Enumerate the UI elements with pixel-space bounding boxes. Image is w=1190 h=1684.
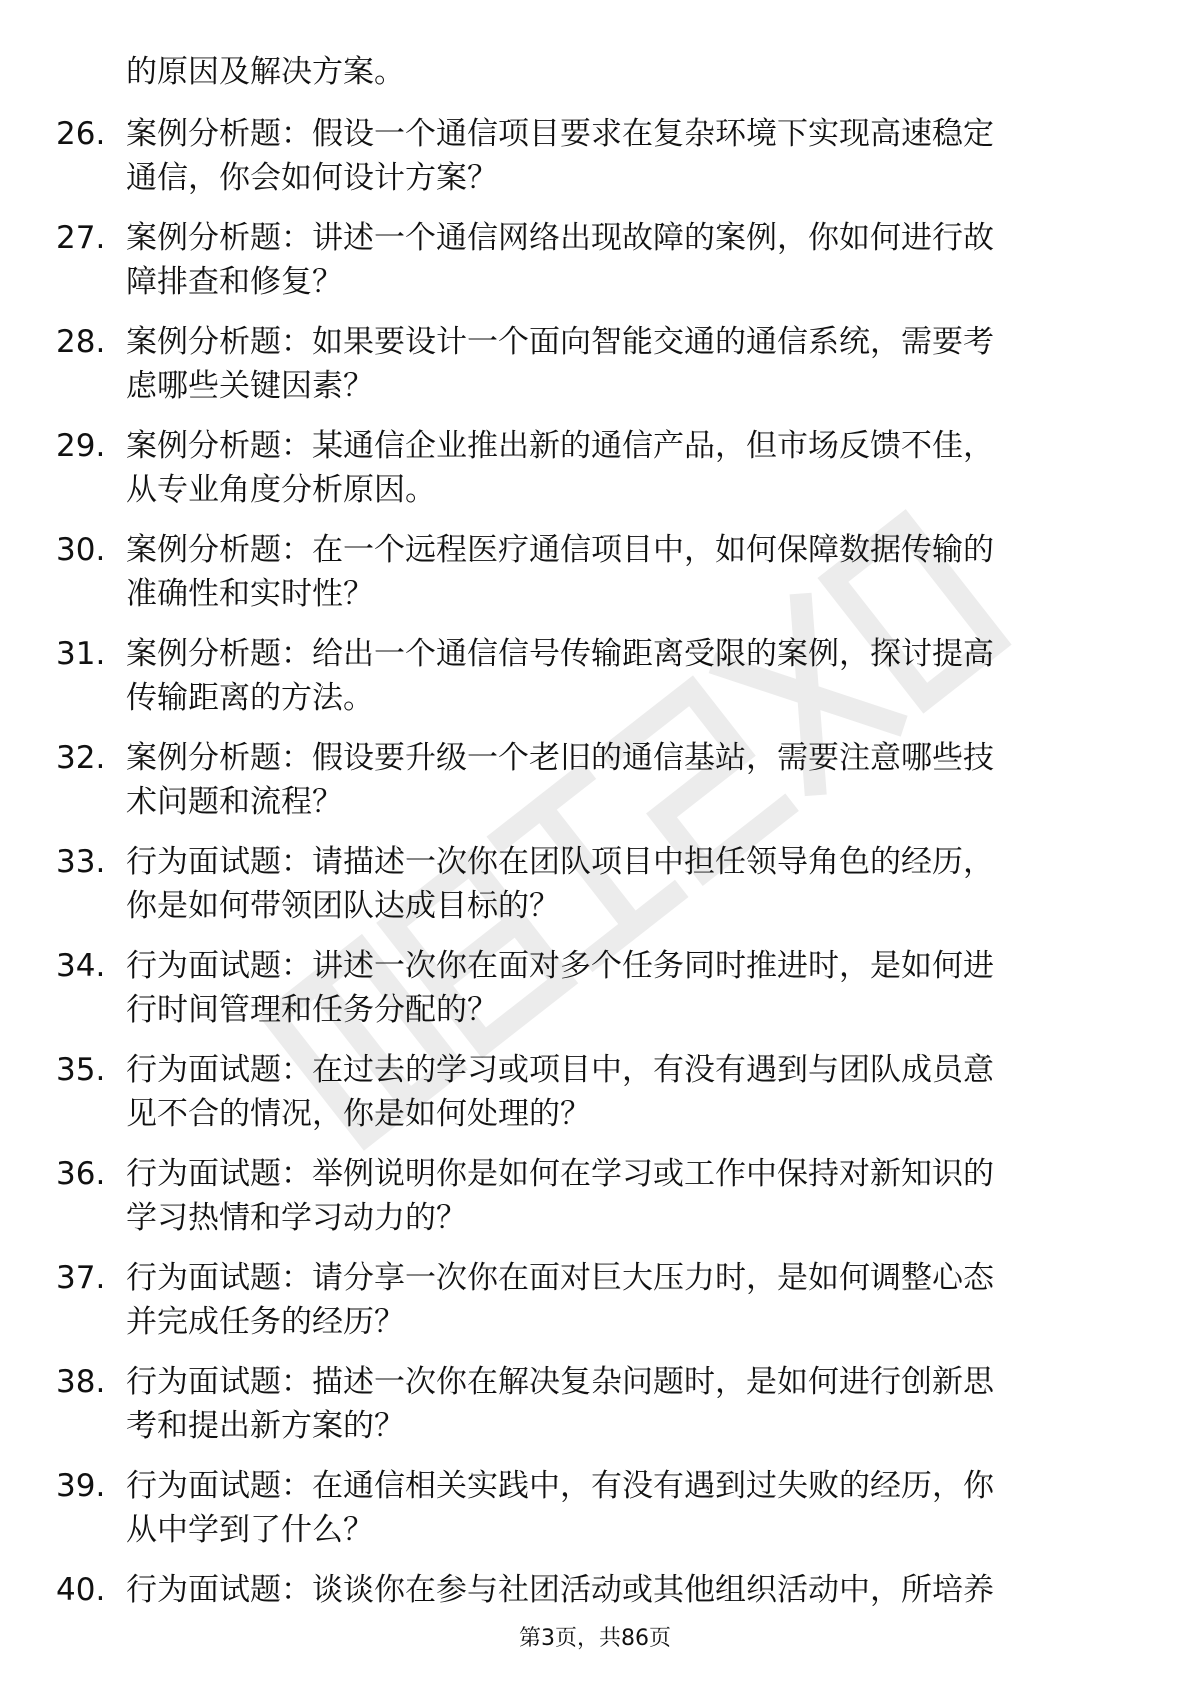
question-text-line2: 你是如何带领团队达成目标的？ xyxy=(126,888,560,924)
question-text-line2: 行时间管理和任务分配的？ xyxy=(126,992,498,1028)
question-number: 39. xyxy=(56,1468,106,1504)
question-text-line2: 考和提出新方案的？ xyxy=(126,1408,405,1444)
list-item xyxy=(56,112,1136,216)
question-text-line1: 行为面试题：举例说明你是如何在学习或工作中保持对新知识的 xyxy=(126,1156,994,1192)
list-item xyxy=(56,736,1136,840)
list-item xyxy=(56,840,1136,944)
question-number: 31. xyxy=(56,636,106,672)
question-text-line1: 案例分析题：某通信企业推出新的通信产品，但市场反馈不佳， xyxy=(126,428,994,464)
question-text-line2: 从专业角度分析原因。 xyxy=(126,472,436,508)
list-item xyxy=(56,528,1136,632)
question-text-line2: 见不合的情况，你是如何处理的？ xyxy=(126,1096,591,1132)
question-text-line1: 行为面试题：在过去的学习或项目中，有没有遇到与团队成员意 xyxy=(126,1052,994,1088)
question-number: 37. xyxy=(56,1260,106,1296)
question-number: 30. xyxy=(56,532,106,568)
question-text-line1: 行为面试题：请描述一次你在团队项目中担任领导角色的经历， xyxy=(126,844,994,880)
list-item xyxy=(56,1048,1136,1152)
list-item xyxy=(56,320,1136,424)
question-number: 29. xyxy=(56,428,106,464)
question-text-line1: 行为面试题：讲述一次你在面对多个任务同时推进时，是如何进 xyxy=(126,948,994,984)
continuation-text: 的原因及解决方案。 xyxy=(126,54,405,90)
list-item xyxy=(56,424,1136,528)
list-item xyxy=(56,1464,1136,1568)
page-footer: 第3页，共86页 xyxy=(519,1626,671,1651)
question-text-line2: 从中学到了什么？ xyxy=(126,1512,374,1548)
question-text-line1: 案例分析题：如果要设计一个面向智能交通的通信系统，需要考 xyxy=(126,324,994,360)
question-text-line2: 准确性和实时性？ xyxy=(126,576,374,612)
question-number: 35. xyxy=(56,1052,106,1088)
question-number: 32. xyxy=(56,740,106,776)
question-text-line2: 术问题和流程？ xyxy=(126,784,343,820)
question-number: 33. xyxy=(56,844,106,880)
list-item xyxy=(56,1256,1136,1360)
list-item xyxy=(56,632,1136,736)
question-text-line1: 行为面试题：谈谈你在参与社团活动或其他组织活动中，所培养 xyxy=(126,1572,994,1608)
question-text-line2: 通信，你会如何设计方案？ xyxy=(126,160,498,196)
question-number: 40. xyxy=(56,1572,106,1608)
list-item xyxy=(56,944,1136,1048)
question-number: 26. xyxy=(56,116,106,152)
question-text-line2: 并完成任务的经历？ xyxy=(126,1304,405,1340)
question-number: 38. xyxy=(56,1364,106,1400)
question-text-line2: 虑哪些关键因素？ xyxy=(126,368,374,404)
question-text-line1: 案例分析题：假设一个通信项目要求在复杂环境下实现高速稳定 xyxy=(126,116,994,152)
list-item xyxy=(56,1152,1136,1256)
question-text-line1: 案例分析题：假设要升级一个老旧的通信基站，需要注意哪些技 xyxy=(126,740,994,776)
question-number: 36. xyxy=(56,1156,106,1192)
question-text-line1: 行为面试题：描述一次你在解决复杂问题时，是如何进行创新思 xyxy=(126,1364,994,1400)
question-text-line2: 传输距离的方法。 xyxy=(126,680,374,716)
question-number: 34. xyxy=(56,948,106,984)
question-list xyxy=(56,112,1136,1672)
question-text-line1: 行为面试题：在通信相关实践中，有没有遇到过失败的经历，你 xyxy=(126,1468,994,1504)
question-text-line2: 学习热情和学习动力的？ xyxy=(126,1200,467,1236)
question-number: 28. xyxy=(56,324,106,360)
question-text-line1: 行为面试题：请分享一次你在面对巨大压力时，是如何调整心态 xyxy=(126,1260,994,1296)
question-number: 27. xyxy=(56,220,106,256)
question-text-line2: 障排查和修复？ xyxy=(126,264,343,300)
question-text-line1: 案例分析题：在一个远程医疗通信项目中，如何保障数据传输的 xyxy=(126,532,994,568)
list-item xyxy=(56,1568,1136,1672)
question-text-line1: 案例分析题：给出一个通信信号传输距离受限的案例，探讨提高 xyxy=(126,636,994,672)
question-text-line1: 案例分析题：讲述一个通信网络出现故障的案例，你如何进行故 xyxy=(126,220,994,256)
list-item xyxy=(56,1360,1136,1464)
list-item xyxy=(56,216,1136,320)
